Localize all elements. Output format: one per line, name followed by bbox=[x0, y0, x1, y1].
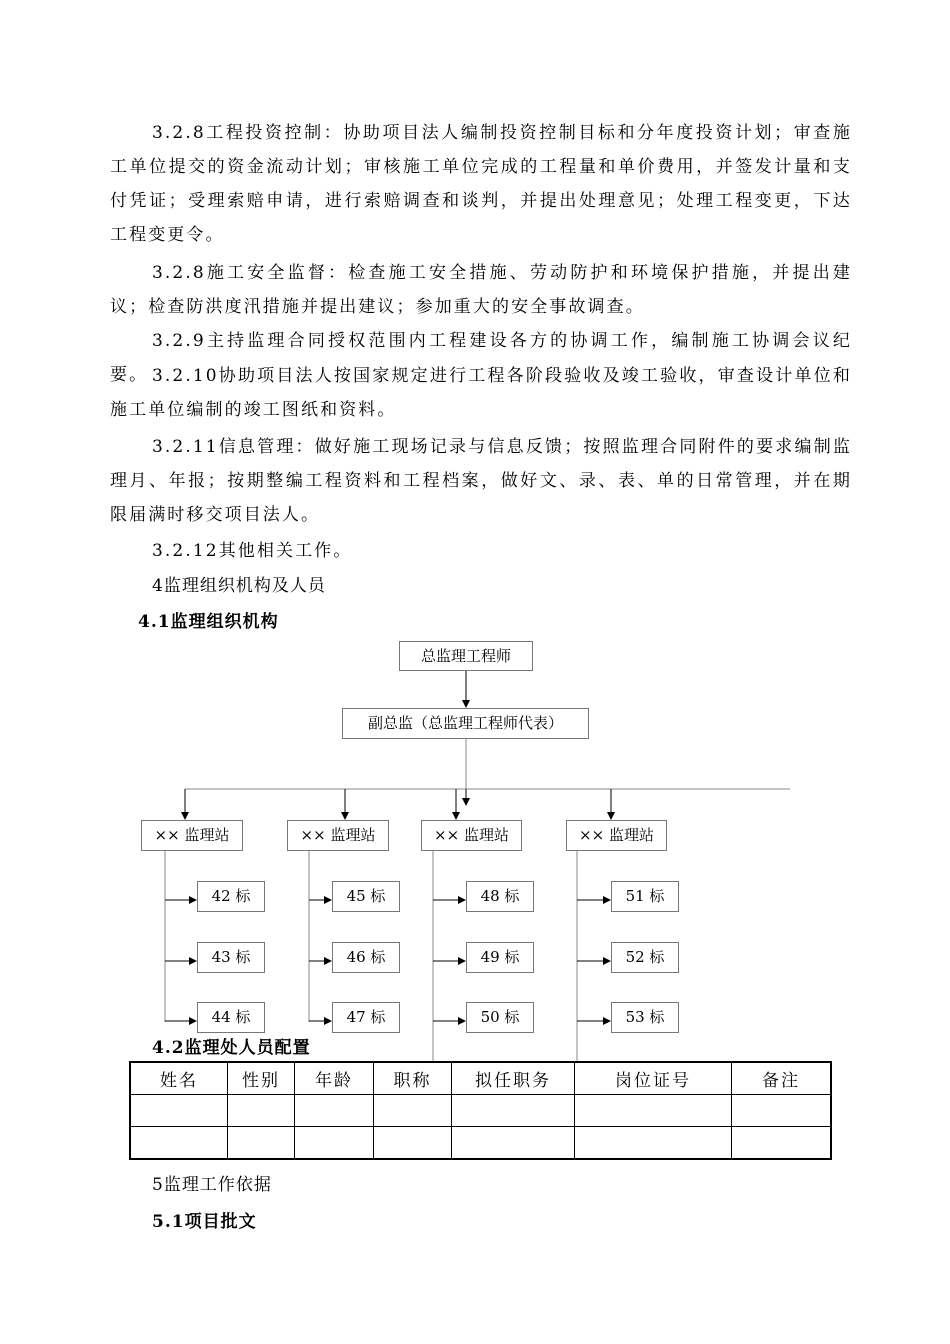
table-cell bbox=[374, 1095, 452, 1127]
table-cell bbox=[452, 1127, 575, 1160]
org-box-section-53: 53 标 bbox=[611, 1002, 679, 1033]
org-box-section-47: 47 标 bbox=[332, 1002, 400, 1033]
org-box-section-46: 46 标 bbox=[332, 942, 400, 973]
section-5-1-heading: 5.1项目批文 bbox=[152, 1212, 257, 1232]
section-5-heading: 5监理工作依据 bbox=[152, 1175, 272, 1195]
table-cell bbox=[295, 1127, 374, 1160]
column-header-age: 年龄 bbox=[295, 1062, 374, 1095]
section-4-heading: 4监理组织机构及人员 bbox=[152, 576, 326, 596]
column-header-position: 拟任职务 bbox=[452, 1062, 575, 1095]
column-header-name: 姓名 bbox=[130, 1062, 228, 1095]
table-cell bbox=[228, 1127, 295, 1160]
org-box-section-45: 45 标 bbox=[332, 881, 400, 912]
org-box-chief-engineer: 总监理工程师 bbox=[399, 641, 533, 671]
org-box-section-50: 50 标 bbox=[466, 1002, 534, 1033]
paragraph-acceptance: 3.2.10协助项目法人按国家规定进行工程各阶段验收及竣工验收，审查设计单位和施工单位编制的竣工图纸和资料。 bbox=[110, 366, 852, 420]
table-cell bbox=[732, 1127, 832, 1160]
org-box-section-51: 51 标 bbox=[611, 881, 679, 912]
org-box-station-1: ×× 监理站 bbox=[141, 820, 243, 851]
section-4-1-heading: 4.1监理组织机构 bbox=[138, 612, 279, 632]
table-cell bbox=[130, 1095, 228, 1127]
table-cell bbox=[732, 1095, 832, 1127]
org-box-section-52: 52 标 bbox=[611, 942, 679, 973]
column-header-gender: 性别 bbox=[228, 1062, 295, 1095]
table-cell bbox=[374, 1127, 452, 1160]
paragraph-other-work: 3.2.12其他相关工作。 bbox=[152, 541, 353, 561]
table-cell bbox=[575, 1127, 732, 1160]
table-cell bbox=[575, 1095, 732, 1127]
column-header-certificate: 岗位证号 bbox=[575, 1062, 732, 1095]
org-box-deputy: 副总监（总监理工程师代表） bbox=[342, 708, 589, 739]
org-box-station-4: ×× 监理站 bbox=[566, 820, 667, 851]
column-header-remarks: 备注 bbox=[732, 1062, 832, 1095]
org-box-section-42: 42 标 bbox=[197, 881, 265, 912]
table-cell bbox=[295, 1095, 374, 1127]
column-header-title: 职称 bbox=[374, 1062, 452, 1095]
paragraph-investment-control: 3.2.8工程投资控制：协助项目法人编制投资控制目标和分年度投资计划；审查施工单位提交的资金流动计划；审核施工单位完成的工程量和单价费用，并签发计量和支付凭证；受理索赔申请，进行索赔调查和谈判，并提出处理意见；处理工程变更，下达工程变更令。 bbox=[110, 123, 852, 245]
table-cell bbox=[228, 1095, 295, 1127]
staff-table bbox=[129, 1061, 832, 1160]
paragraph-safety-supervision: 3.2.8施工安全监督：检查施工安全措施、劳动防护和环境保护措施，并提出建议；检查防洪度汛措施并提出建议；参加重大的安全事故调查。 bbox=[110, 263, 852, 317]
section-4-2-heading: 4.2监理处人员配置 bbox=[152, 1038, 311, 1058]
org-box-station-3: ×× 监理站 bbox=[421, 820, 522, 851]
table-cell bbox=[452, 1095, 575, 1127]
paragraph-coordination: 3.2.9主持监理合同授权范围内工程建设各方的协调工作，编制施工协调会议纪要。 bbox=[110, 331, 852, 385]
org-box-section-48: 48 标 bbox=[466, 881, 534, 912]
org-box-section-43: 43 标 bbox=[197, 942, 265, 973]
org-box-station-2: ×× 监理站 bbox=[287, 820, 389, 851]
table-cell bbox=[130, 1127, 228, 1160]
table-row bbox=[130, 1095, 831, 1127]
org-box-section-44: 44 标 bbox=[197, 1002, 265, 1033]
paragraph-information-management: 3.2.11信息管理：做好施工现场记录与信息反馈；按照监理合同附件的要求编制监理月、年报；按期整编工程资料和工程档案，做好文、录、表、单的日常管理，并在期限届满时移交项目法人。 bbox=[110, 437, 852, 525]
table-header-row bbox=[130, 1062, 831, 1095]
table-row bbox=[130, 1127, 831, 1160]
org-box-section-49: 49 标 bbox=[466, 942, 534, 973]
